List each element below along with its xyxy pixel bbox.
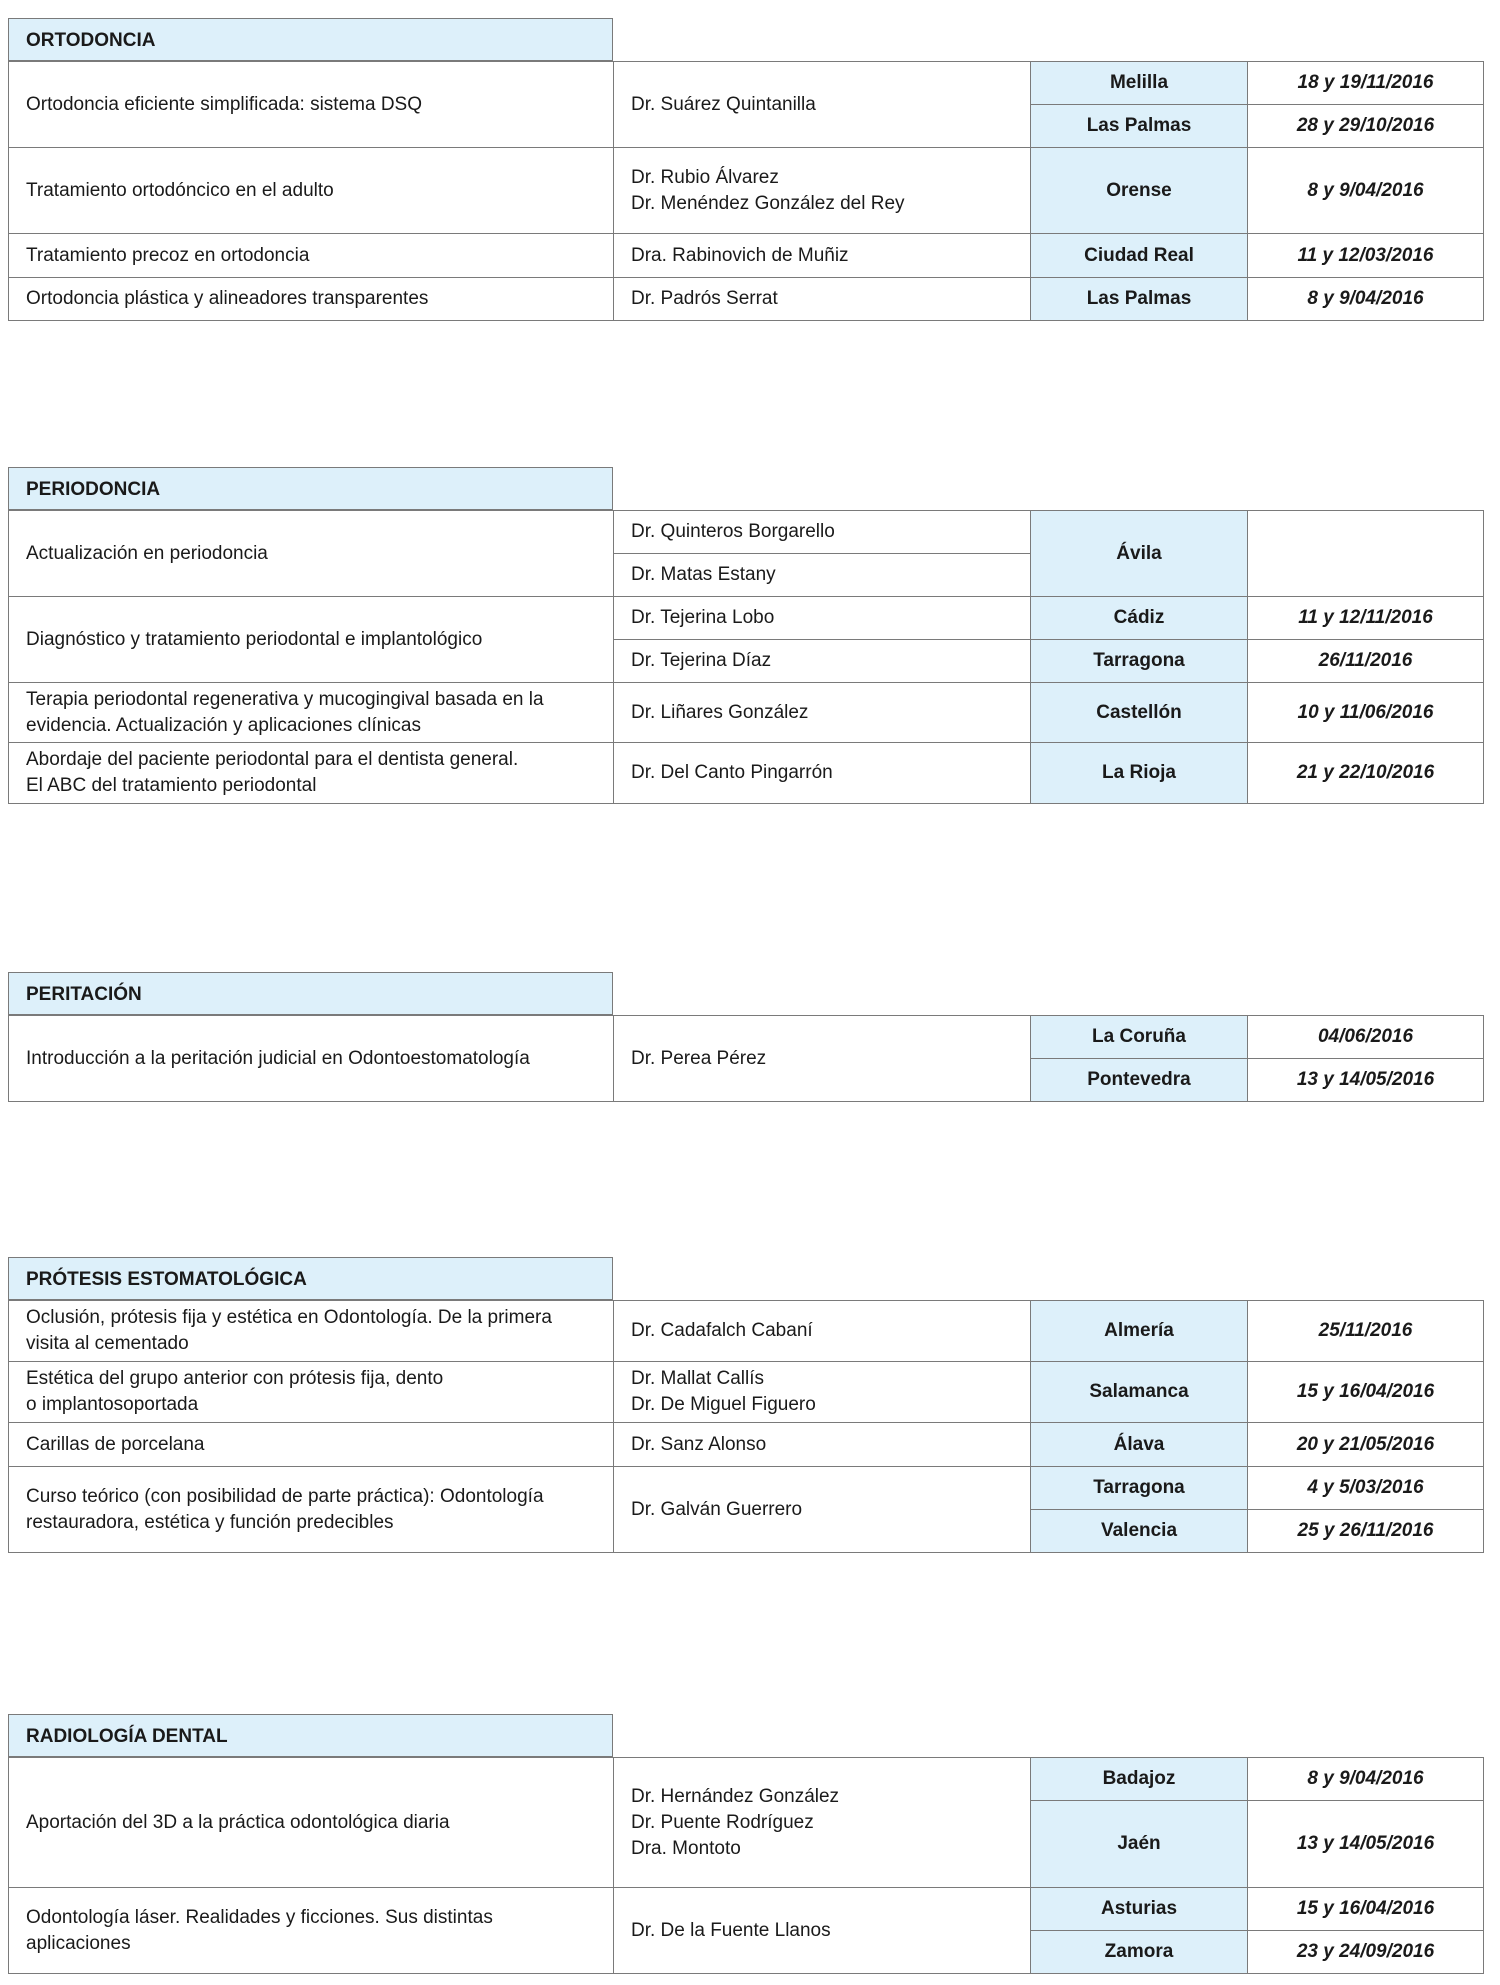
course-title-line: Oclusión, prótesis fija y estética en Odontología. De la primera [26,1307,552,1328]
session-date [1247,1466,1484,1510]
location-name: Orense [1106,179,1172,201]
session-date [1247,510,1484,597]
session-date [1247,682,1484,743]
course-title [8,510,614,597]
session-location [1030,1800,1248,1888]
session-date [1247,61,1484,105]
course-title-line: Abordaje del paciente periodontal para el dentista general. [26,749,519,770]
course-title-line: evidencia. Actualización y aplicaciones clínicas [26,714,421,736]
section-title: PERITACIÓN [8,972,613,1015]
doctor-name: Dr. De Miguel Figuero [631,1394,816,1415]
course-title-line: Estética del grupo anterior con prótesis fija, dento [26,1368,444,1389]
doctor-name: Dr. Tejerina Lobo [631,607,775,628]
course-title [8,61,614,148]
date-value: 4 y 5/03/2016 [1307,1477,1424,1498]
course-title-line: Actualización en periodoncia [26,542,268,564]
date-value: 15 y 16/04/2016 [1296,1898,1435,1919]
session-location [1030,1466,1248,1510]
section-title: PERIODONCIA [8,467,613,510]
location-name: La Rioja [1102,762,1176,783]
date-value: 8 y 9/04/2016 [1307,1768,1424,1789]
course-doctors [613,682,1031,743]
session-date [1247,1015,1484,1059]
course-title-line: Diagnóstico y tratamiento periodontal e implantológico [26,628,483,650]
session-date [1247,1058,1484,1102]
date-value: 13 y 14/05/2016 [1296,1833,1435,1854]
session-date [1247,1361,1484,1423]
location-name: Badajoz [1102,1768,1176,1789]
session-location [1030,277,1248,321]
session-location [1030,1300,1248,1362]
course-title [8,1466,614,1553]
doctor-name: Dr. Liñares González [631,701,809,723]
course-title-line: Terapia periodontal regenerativa y mucogingival basada en la [26,688,544,710]
session-location [1030,1361,1248,1423]
course-doctors [613,1300,1031,1362]
session-date [1247,1422,1484,1467]
course-title-line: Tratamiento precoz en ortodoncia [26,244,310,266]
location-name: Valencia [1100,1520,1178,1541]
doctor-name: Dr. Galván Guerrero [631,1498,803,1520]
session-date [1247,147,1484,234]
course-title-line: o implantosoportada [26,1394,199,1415]
location-name: Ávila [1116,542,1162,564]
course-title [8,1015,614,1102]
date-value: 8 y 9/04/2016 [1307,179,1424,201]
course-doctors [613,1015,1031,1102]
session-date [1247,596,1484,640]
course-title [8,1887,614,1974]
doctor-name: Dra. Rabinovich de Muñiz [631,244,849,266]
course-title-line: Ortodoncia plástica y alineadores transparentes [26,288,429,309]
session-date [1247,233,1484,278]
location-name: Las Palmas [1086,115,1192,136]
course-doctor [613,596,1031,640]
location-name: Asturias [1100,1898,1178,1919]
doctor-name: Dr. Matas Estany [631,564,776,585]
course-title [8,1361,614,1423]
session-location [1030,1887,1248,1931]
session-date [1247,1930,1484,1974]
date-value: 13 y 14/05/2016 [1296,1069,1435,1090]
doctor-name: Dr. Puente Rodríguez [631,1811,814,1833]
course-doctors [613,1361,1031,1423]
doctor-name: Dr. Suárez Quintanilla [631,93,816,115]
date-value: 25 y 26/11/2016 [1297,1520,1434,1541]
course-title-line: Ortodoncia eficiente simplificada: sistema DSQ [26,93,422,115]
location-name: Cádiz [1113,607,1165,628]
location-name: Tarragona [1093,1477,1185,1498]
session-date [1247,639,1484,683]
course-title [8,233,614,278]
location-name: Zamora [1104,1941,1174,1962]
session-date [1247,1509,1484,1553]
session-location [1030,1509,1248,1553]
course-title [8,596,614,683]
date-value: 21 y 22/10/2016 [1296,762,1435,783]
course-doctors [613,277,1031,321]
doctor-name: Dr. Del Canto Pingarrón [631,762,833,783]
location-name: Pontevedra [1087,1069,1191,1090]
course-title-line: visita al cementado [26,1333,189,1354]
date-value: 26/11/2016 [1318,650,1413,671]
date-value: 20 y 21/05/2016 [1296,1433,1435,1455]
session-location [1030,61,1248,105]
session-location [1030,639,1248,683]
location-name: Salamanca [1089,1381,1189,1402]
session-location [1030,1422,1248,1467]
session-date [1247,1800,1484,1888]
session-location [1030,233,1248,278]
course-doctors [613,61,1031,148]
session-date [1247,1887,1484,1931]
session-location [1030,596,1248,640]
doctor-name: Dr. Perea Pérez [631,1047,767,1069]
course-title [8,1757,614,1888]
course-title [8,742,614,804]
session-location [1030,742,1248,804]
doctor-name: Dr. De la Fuente Llanos [631,1919,831,1941]
doctor-name: Dr. Quinteros Borgarello [631,521,835,542]
session-date [1247,1300,1484,1362]
date-value: 11 y 12/03/2016 [1297,244,1434,266]
date-value: 23 y 24/09/2016 [1296,1941,1435,1962]
course-doctor [613,510,1031,554]
location-name: La Coruña [1092,1026,1186,1047]
date-value: 8 y 9/04/2016 [1307,288,1424,309]
course-title [8,277,614,321]
course-doctors [613,742,1031,804]
session-location [1030,510,1248,597]
location-name: Ciudad Real [1084,244,1194,266]
doctor-name: Dr. Cadafalch Cabaní [631,1320,813,1341]
section-title: ORTODONCIA [8,18,613,61]
location-name: Castellón [1096,701,1182,723]
doctor-name: Dr. Mallat Callís [631,1368,765,1389]
location-name: Jaén [1117,1833,1161,1854]
session-date [1247,1757,1484,1801]
course-title-line: restauradora, estética y función predecibles [26,1511,394,1533]
date-value: 25/11/2016 [1318,1320,1413,1341]
doctor-name: Dr. Menéndez González del Rey [631,192,905,214]
course-title [8,1422,614,1467]
location-name: Tarragona [1093,650,1185,671]
location-name: Álava [1113,1433,1165,1455]
doctor-name: Dr. Tejerina Díaz [631,650,772,671]
doctor-name: Dra. Montoto [631,1837,741,1859]
course-title [8,147,614,234]
date-value: 28 y 29/10/2016 [1296,115,1435,136]
course-doctor [613,553,1031,597]
date-value: 15 y 16/04/2016 [1296,1381,1435,1402]
course-title-line: Curso teórico (con posibilidad de parte práctica): Odontología [26,1485,544,1507]
course-doctors [613,1466,1031,1553]
course-title-line: Carillas de porcelana [26,1433,205,1455]
session-date [1247,277,1484,321]
session-date [1247,742,1484,804]
course-title-line: El ABC del tratamiento periodontal [26,775,317,796]
date-value: 11 y 12/11/2016 [1298,607,1433,628]
course-title-line: aplicaciones [26,1932,131,1954]
session-location [1030,1058,1248,1102]
doctor-name: Dr. Padrós Serrat [631,288,778,309]
date-value: 10 y 11/06/2016 [1297,701,1434,723]
session-location [1030,1757,1248,1801]
course-doctors [613,233,1031,278]
location-name: Las Palmas [1086,288,1192,309]
course-doctors [613,1887,1031,1974]
course-title [8,682,614,743]
course-title-line: Aportación del 3D a la práctica odontológica diaria [26,1811,450,1833]
course-doctors [613,1422,1031,1467]
doctor-name: Dr. Rubio Álvarez [631,166,779,188]
course-title-line: Introducción a la peritación judicial en Odontoestomatología [26,1047,530,1069]
location-name: Melilla [1109,72,1169,93]
session-location [1030,147,1248,234]
course-doctors [613,1757,1031,1888]
session-location [1030,1015,1248,1059]
course-title-line: Odontología láser. Realidades y ficciones. Sus distintas [26,1906,493,1928]
doctor-name: Dr. Sanz Alonso [631,1433,767,1455]
course-doctors [613,147,1031,234]
session-location [1030,104,1248,148]
course-doctor [613,639,1031,683]
doctor-name: Dr. Hernández González [631,1785,840,1807]
session-date [1247,104,1484,148]
date-value: 04/06/2016 [1317,1026,1414,1047]
section-title: RADIOLOGÍA DENTAL [8,1714,613,1757]
course-title [8,1300,614,1362]
course-title-line: Tratamiento ortodóncico en el adulto [26,179,334,201]
location-name: Almería [1104,1320,1174,1341]
session-location [1030,682,1248,743]
section-title: PRÓTESIS ESTOMATOLÓGICA [8,1257,613,1300]
date-value: 18 y 19/11/2016 [1297,72,1434,93]
session-location [1030,1930,1248,1974]
